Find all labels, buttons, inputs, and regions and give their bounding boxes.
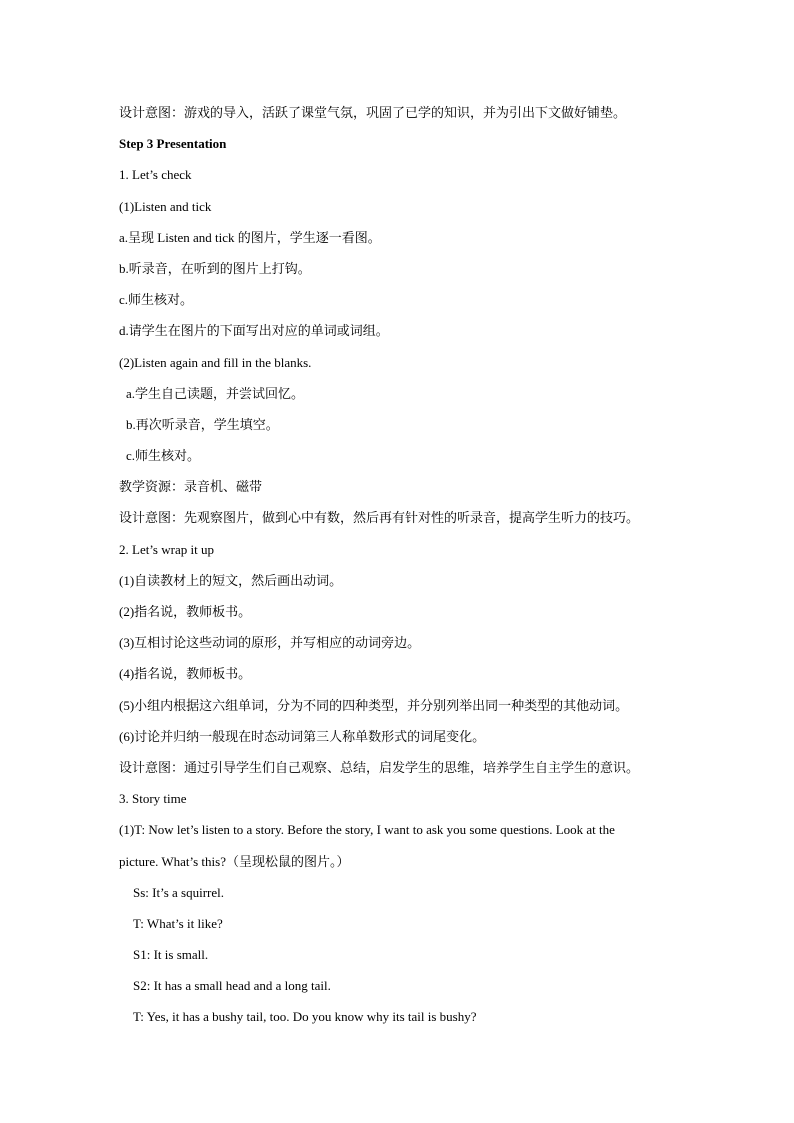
design-intent-paragraph: 设计意图：通过引导学生们自己观察、总结，启发学生的思维，培养学生自主学生的意识。 bbox=[119, 759, 640, 775]
subsection-heading: 1. Let’s check bbox=[119, 167, 192, 183]
step-item: d.请学生在图片的下面写出对应的单词或词组。 bbox=[119, 323, 389, 339]
dialogue-line: S1: It is small. bbox=[133, 947, 209, 963]
step-item: b.听录音，在听到的图片上打钩。 bbox=[119, 260, 311, 276]
step-item: (2)指名说，教师板书。 bbox=[119, 604, 252, 619]
step-item: (5)小组内根据这六组单词，分为不同的四种类型，并分别列举出同一种类型的其他动词。 bbox=[119, 697, 629, 713]
activity-heading: (1)Listen and tick bbox=[119, 198, 212, 214]
resources-paragraph: 教学资源：录音机、磁带 bbox=[119, 479, 263, 495]
dialogue-line: S2: It has a small head and a long tail. bbox=[133, 978, 331, 994]
step-item: b.再次听录音，学生填空。 bbox=[126, 416, 279, 432]
step-item: (4)指名说，教师板书。 bbox=[119, 666, 252, 682]
section-heading: Step 3 Presentation bbox=[119, 136, 227, 152]
subsection-heading: 3. Story time bbox=[119, 791, 187, 807]
dialogue-line: Ss: It’s a squirrel. bbox=[133, 884, 224, 900]
document-body bbox=[119, 97, 679, 1033]
step-item: a.呈现 Listen and tick 的图片，学生逐一看图。 bbox=[119, 229, 381, 245]
dialogue-line: T: Yes, it has a bushy tail, too. Do you know why its tail is bushy? bbox=[133, 1009, 477, 1025]
step-item: (1)自读教材上的短文，然后画出动词。 bbox=[119, 572, 343, 588]
subsection-heading: 2. Let’s wrap it up bbox=[119, 541, 214, 557]
step-item: (3)互相讨论这些动词的原形，并写相应的动词旁边。 bbox=[119, 635, 421, 651]
design-intent-paragraph: 设计意图：游戏的导入，活跃了课堂气氛，巩固了已学的知识，并为引出下文做好铺垫。 bbox=[119, 105, 627, 120]
step-item: (6)讨论并归纳一般现在时态动词第三人称单数形式的词尾变化。 bbox=[119, 728, 486, 744]
dialogue-line: T: What’s it like? bbox=[133, 915, 223, 931]
design-intent-paragraph: 设计意图：先观察图片，做到心中有数，然后再有针对性的听录音，提高学生听力的技巧。 bbox=[119, 510, 640, 526]
dialogue-line: picture. What’s this?（呈现松鼠的图片。） bbox=[119, 853, 350, 869]
step-item: c.师生核对。 bbox=[126, 448, 201, 464]
step-item: a.学生自己读题，并尝试回忆。 bbox=[126, 385, 305, 401]
dialogue-line: (1)T: Now let’s listen to a story. Before the story, I want to ask you some questions. Look at the bbox=[119, 822, 615, 838]
activity-heading: (2)Listen again and fill in the blanks. bbox=[119, 354, 312, 370]
step-item: c.师生核对。 bbox=[119, 292, 194, 308]
